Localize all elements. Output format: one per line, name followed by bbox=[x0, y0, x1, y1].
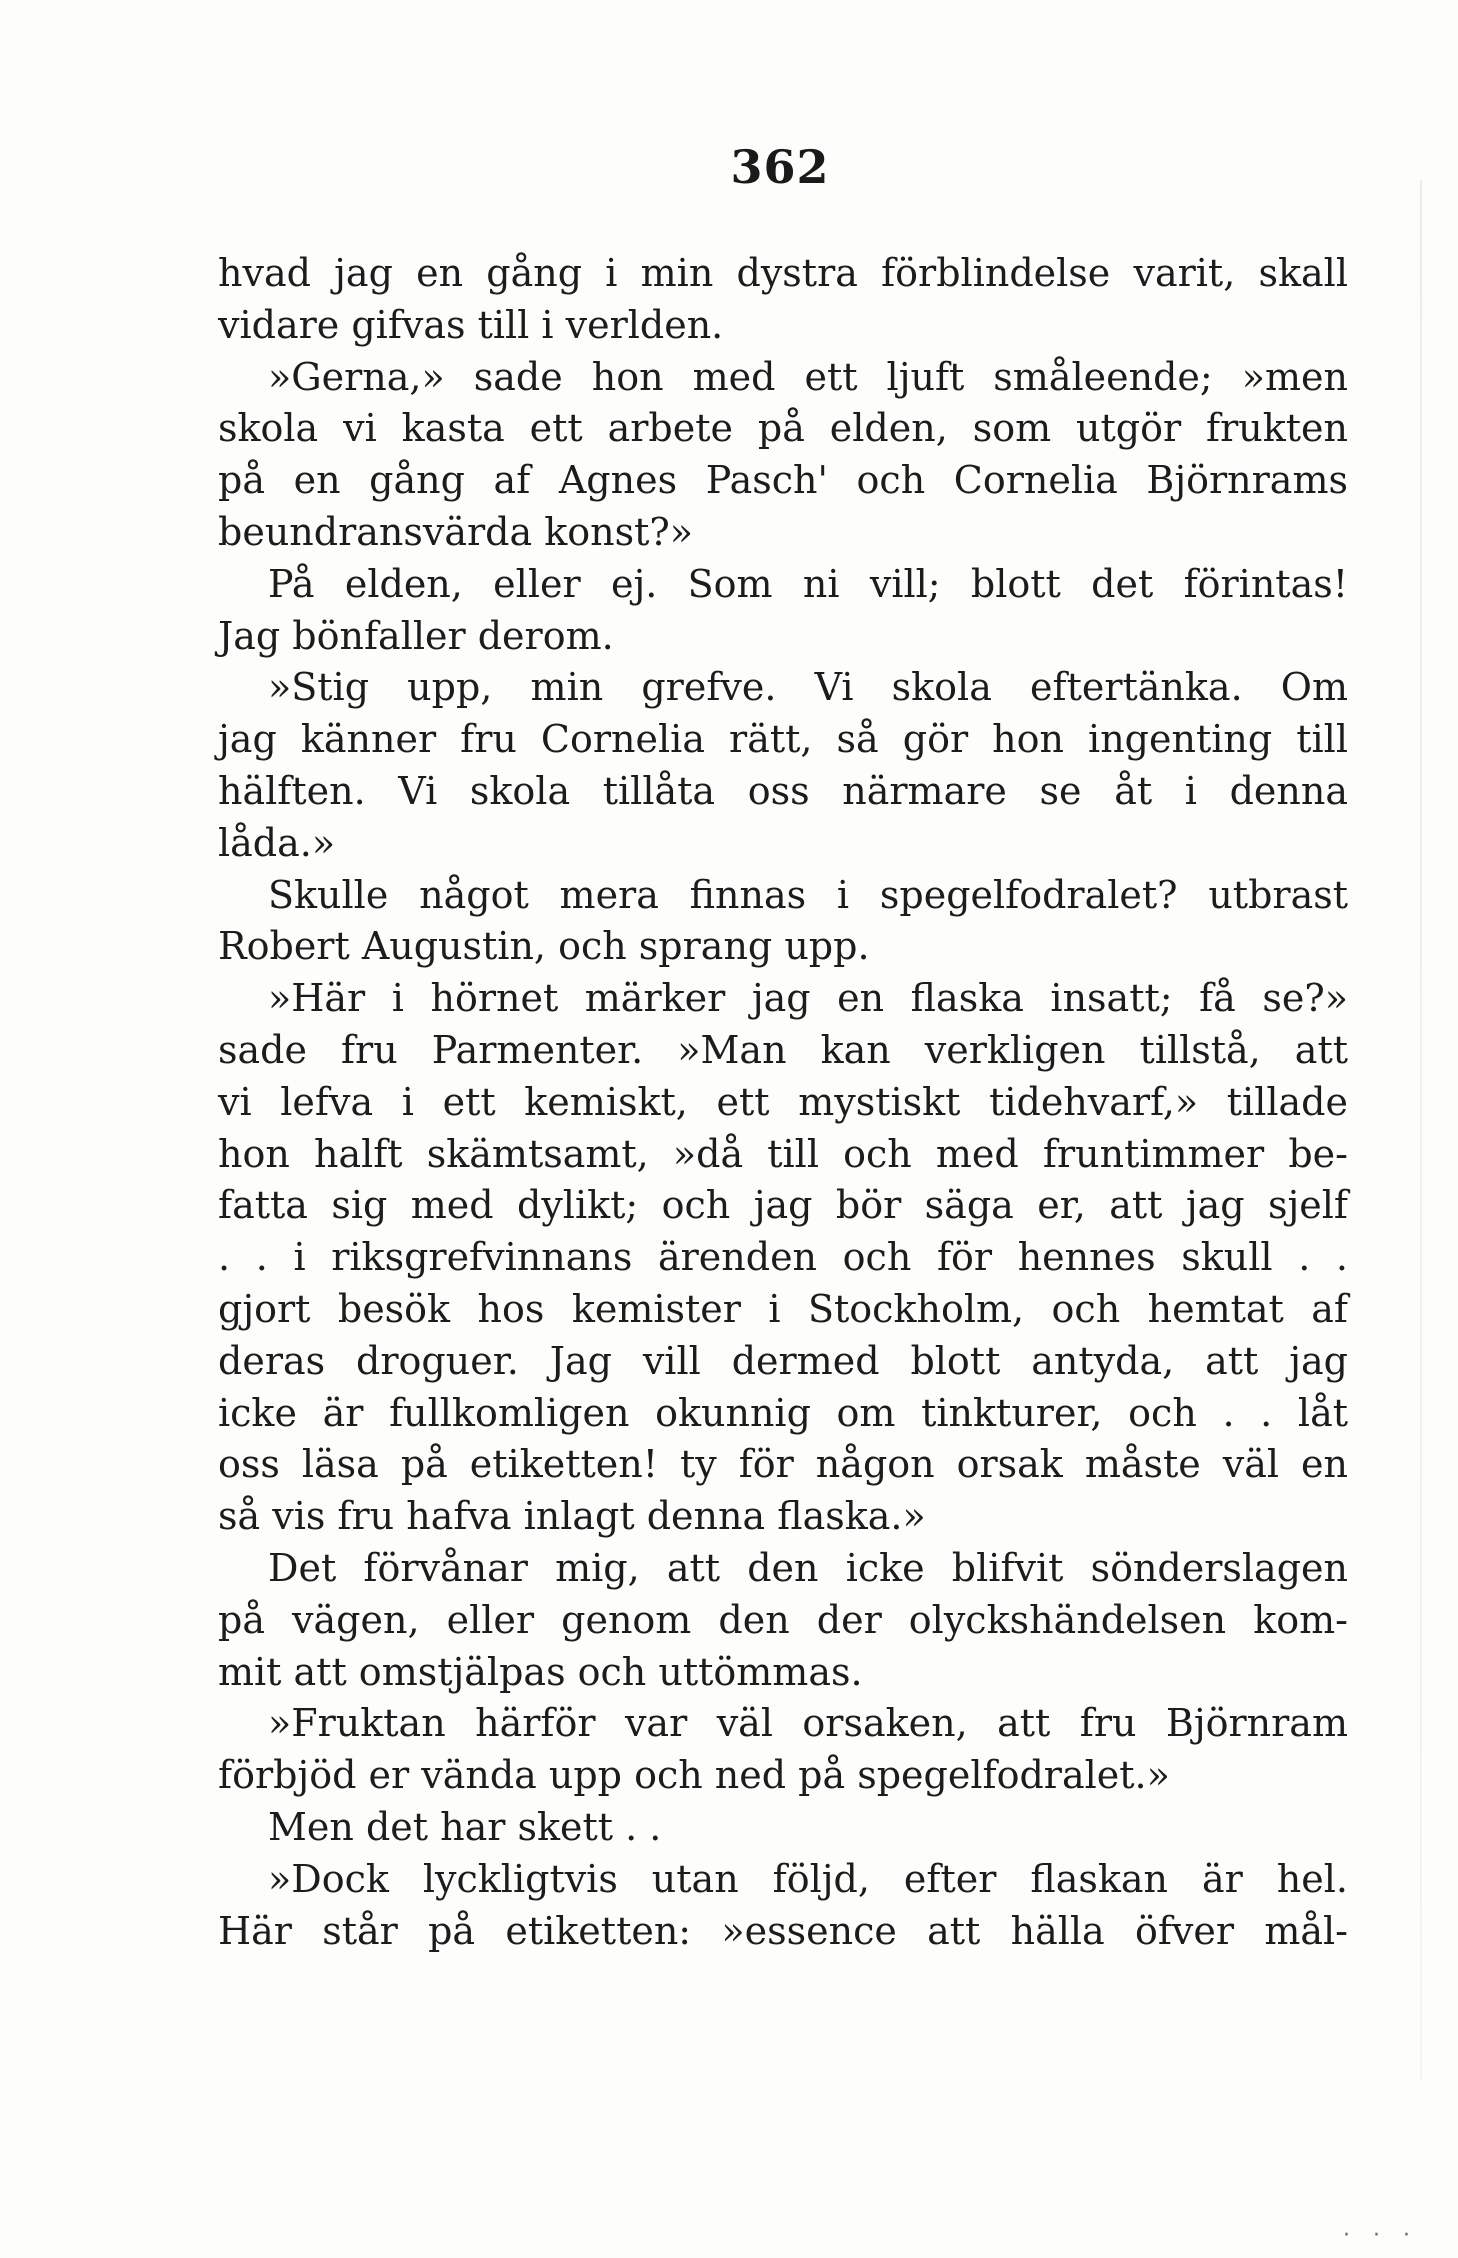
text-line: deras droguer. Jag vill dermed blott antyda, att jag bbox=[218, 1338, 1348, 1383]
text-line: jag känner fru Cornelia rätt, så gör hon ingenting till bbox=[218, 717, 1348, 762]
text-line: icke är fullkomligen okunnig om tinkturer, och . . låt bbox=[218, 1390, 1348, 1435]
text-line: sade fru Parmenter. »Man kan verkligen tillstå, att bbox=[218, 1027, 1348, 1072]
text-line: skola vi kasta ett arbete på elden, som utgör frukten bbox=[218, 406, 1348, 451]
text-line: Robert Augustin, och sprang upp. bbox=[218, 924, 870, 969]
body-text bbox=[218, 248, 1348, 1957]
text-line: gjort besök hos kemister i Stockholm, och hemtat af bbox=[218, 1286, 1348, 1331]
text-line: Skulle något mera finnas i spegelfodralet? utbrast bbox=[268, 872, 1348, 917]
text-line: på vägen, eller genom den der olyckshändelsen kom- bbox=[218, 1597, 1348, 1642]
text-line: Jag bönfaller derom. bbox=[218, 613, 614, 658]
text-line: Här står på etiketten: »essence att hälla öfver mål- bbox=[218, 1908, 1348, 1953]
text-line: »Dock lyckligtvis utan följd, efter flaskan är hel. bbox=[268, 1856, 1348, 1901]
text-line: På elden, eller ej. Som ni vill; blott det förintas! bbox=[268, 561, 1348, 606]
text-line: Men det har skett . . bbox=[268, 1804, 662, 1849]
text-line: »Gerna,» sade hon med ett ljuft småleende; »men bbox=[268, 354, 1348, 399]
text-line: förbjöd er vända upp och ned på spegelfodralet.» bbox=[218, 1753, 1170, 1798]
text-line: så vis fru hafva inlagt denna flaska.» bbox=[218, 1494, 926, 1539]
text-line: »Här i hörnet märker jag en flaska insatt; få se?» bbox=[268, 976, 1348, 1021]
text-line: oss läsa på etiketten! ty för någon orsak måste väl en bbox=[218, 1442, 1348, 1487]
text-line: hvad jag en gång i min dystra förblindelse varit, skall bbox=[218, 251, 1348, 295]
text-line: hälften. Vi skola tillåta oss närmare se åt i denna bbox=[218, 768, 1348, 813]
text-line: vi lefva i ett kemiskt, ett mystiskt tidehvarf,» tillade bbox=[218, 1079, 1348, 1124]
corner-marks: · · · bbox=[1343, 2223, 1418, 2248]
text-line: på en gång af Agnes Pasch' och Cornelia Björnrams bbox=[218, 458, 1348, 503]
text-line: »Fruktan härför var väl orsaken, att fru Björnram bbox=[268, 1701, 1348, 1746]
text-line: beundransvärda konst?» bbox=[218, 509, 693, 554]
text-line: vidare gifvas till i verlden. bbox=[218, 302, 724, 347]
page-edge-shadow bbox=[1420, 180, 1422, 2080]
text-line: låda.» bbox=[218, 820, 336, 865]
text-line: »Stig upp, min grefve. Vi skola eftertänka. Om bbox=[268, 665, 1348, 710]
text-line: mit att omstjälpas och uttömmas. bbox=[218, 1649, 863, 1694]
text-line: hon halft skämtsamt, »då till och med fruntimmer be- bbox=[218, 1131, 1348, 1176]
text-line: fatta sig med dylikt; och jag bör säga er, att jag sjelf bbox=[218, 1183, 1348, 1228]
text-line: . . i riksgrefvinnans ärenden och för hennes skull . . bbox=[218, 1235, 1348, 1280]
text-line: Det förvånar mig, att den icke blifvit sönderslagen bbox=[268, 1545, 1348, 1590]
page-number: 362 bbox=[730, 140, 830, 194]
